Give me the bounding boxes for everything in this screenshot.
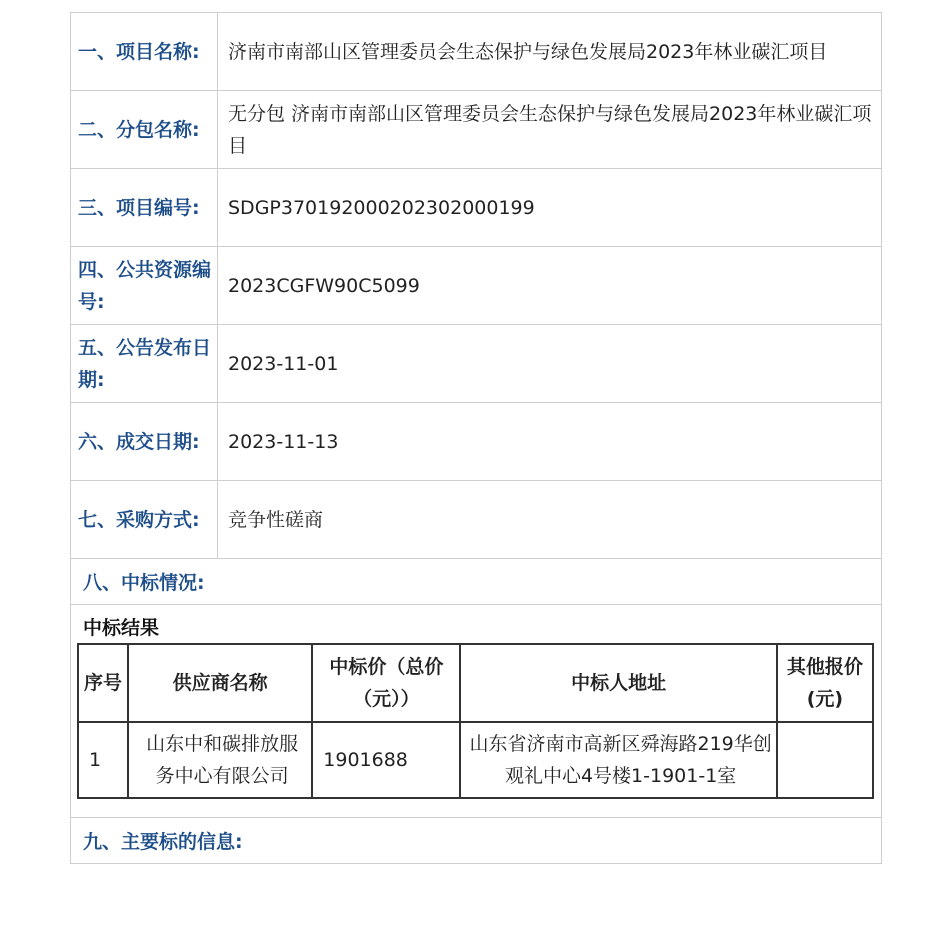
- package-name-row: [71, 91, 882, 169]
- deal-date-label: 六、成交日期:: [71, 403, 218, 481]
- bid-result-row: [71, 605, 882, 818]
- other-price-header: 其他报价(元): [777, 644, 873, 722]
- public-resource-number-value: 2023CGFW90C5099: [218, 247, 882, 325]
- project-number-value: SDGP370192000202302000199: [218, 169, 882, 247]
- bid-status-section-row: [71, 559, 882, 605]
- supplier-header: 供应商名称: [128, 644, 312, 722]
- procurement-method-row: [71, 481, 882, 559]
- row-index: 1: [78, 722, 128, 798]
- public-resource-number-row: [71, 247, 882, 325]
- index-header: 序号: [78, 644, 128, 722]
- bid-result-heading: 中标结果: [83, 617, 160, 639]
- project-number-row: [71, 169, 882, 247]
- supplier-address: 山东省济南市高新区舜海路219华创观礼中心4号楼1-1901-1室: [460, 722, 776, 798]
- bid-result-cell: [71, 605, 882, 818]
- procurement-method-label: 七、采购方式:: [71, 481, 218, 559]
- public-resource-number-label: 四、公共资源编号:: [71, 247, 218, 325]
- project-name-row: [71, 13, 882, 91]
- package-name-value: 无分包 济南市南部山区管理委员会生态保护与绿色发展局2023年林业碳汇项目: [218, 91, 882, 169]
- price-header: 中标价（总价（元））: [312, 644, 460, 722]
- bid-price: 1901688: [312, 722, 460, 798]
- supplier-name: 山东中和碳排放服务中心有限公司: [128, 722, 312, 798]
- bid-result-header-row: [78, 644, 873, 722]
- notice-table: [70, 12, 882, 864]
- other-price: [777, 722, 873, 798]
- bid-status-section-title: 八、中标情况:: [71, 559, 882, 605]
- project-number-label: 三、项目编号:: [71, 169, 218, 247]
- package-name-label: 二、分包名称:: [71, 91, 218, 169]
- deal-date-value: 2023-11-13: [218, 403, 882, 481]
- project-name-label: 一、项目名称:: [71, 13, 218, 91]
- address-header: 中标人地址: [460, 644, 776, 722]
- deal-date-row: [71, 403, 882, 481]
- main-subject-section-title: 九、主要标的信息:: [71, 818, 882, 864]
- main-subject-section-row: [71, 818, 882, 864]
- procurement-method-value: 竞争性磋商: [218, 481, 882, 559]
- bid-result-table: [77, 643, 874, 799]
- project-name-value: 济南市南部山区管理委员会生态保护与绿色发展局2023年林业碳汇项目: [218, 13, 882, 91]
- publish-date-value: 2023-11-01: [218, 325, 882, 403]
- publish-date-row: [71, 325, 882, 403]
- publish-date-label: 五、公告发布日期:: [71, 325, 218, 403]
- table-row: [78, 722, 873, 798]
